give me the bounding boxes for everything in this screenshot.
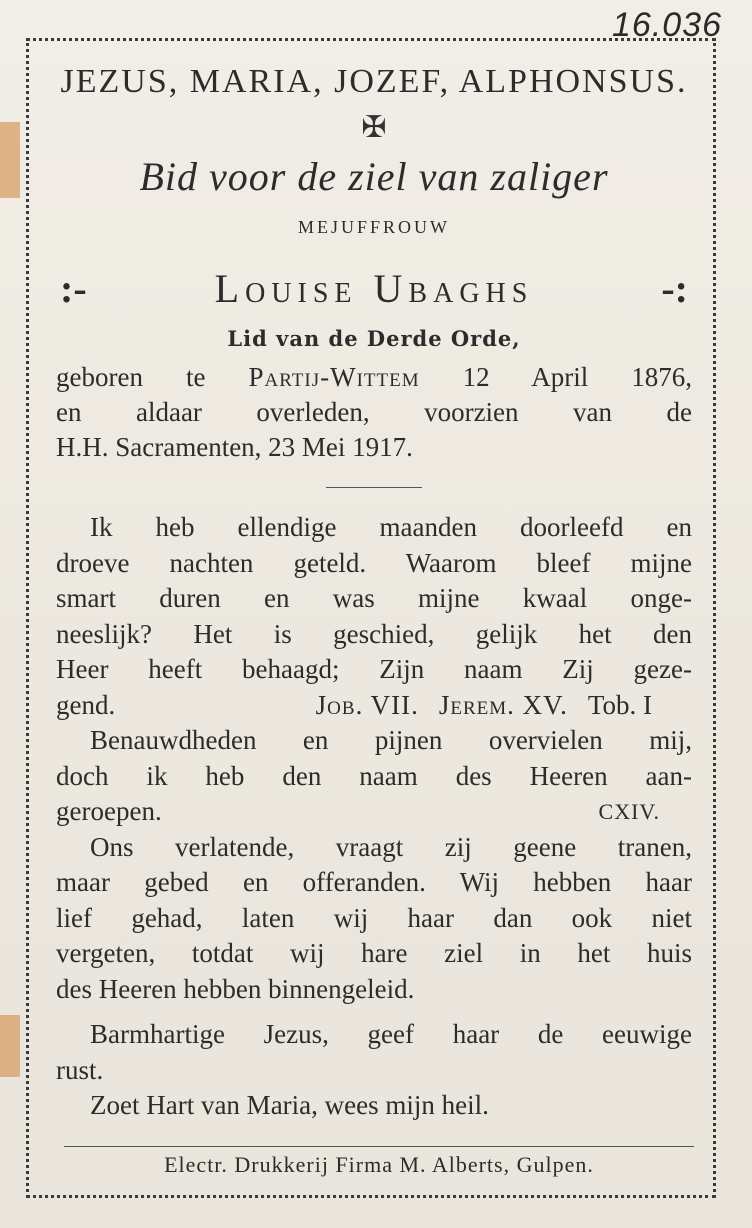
verse-paragraph-3 <box>56 830 692 1008</box>
name-row <box>56 260 692 316</box>
verse-line: droeve nachten geteld. Waarom bleef mijne <box>56 547 692 578</box>
verse-line: vergeten, totdat wij hare ziel in het huis <box>56 938 692 968</box>
archive-number: 16.036 <box>612 6 722 44</box>
verse-reference-line <box>56 688 692 724</box>
tape-mark-top <box>0 122 20 198</box>
verse-line: Ik heb ellendige maanden doorleefd en <box>90 512 692 542</box>
invocation: JEZUS, MARIA, JOZEF, ALPHONSUS. <box>60 63 688 100</box>
verse-line: doch ik heb den naam des Heeren aan- <box>56 760 692 791</box>
scripture-ref-jerem: Jerem. XV. <box>438 689 568 720</box>
bio-line-2: en aldaar overleden, voorzien van de <box>56 397 692 427</box>
bio-line-3: H.H. Sacramenten, 23 Mei 1917. <box>56 432 413 462</box>
verse-line: Benauwdheden en pijnen overvielen mij, <box>90 725 692 755</box>
deceased-name: Louise Ubaghs <box>214 265 534 311</box>
printer-rule <box>64 1146 694 1147</box>
scripture-ref-job: Job. VII. <box>315 689 419 720</box>
printer-credit: Electr. Drukkerij Firma M. Alberts, Gulpen. <box>164 1152 594 1177</box>
verse-line-end: gend. <box>56 689 116 720</box>
verse-reference-line <box>56 794 692 830</box>
prayer-heading: Bid voor de ziel van zaliger <box>139 154 609 199</box>
scripture-ref-psalm: CXIV. <box>598 799 660 824</box>
prayer-paragraph-1 <box>56 1017 692 1088</box>
verse-line: des Heeren hebben binnengeleid. <box>56 973 415 1004</box>
verse-line-end: geroepen. <box>56 796 162 826</box>
verse-paragraph-2 <box>56 723 692 830</box>
verse-line: neeslijk? Het is geschied, gelijk het den <box>56 618 692 649</box>
prayer-paragraph-2 <box>56 1088 692 1124</box>
verse-line: lief gehad, laten wij haar dan ook niet <box>56 902 692 933</box>
name-left-mark: :- <box>60 265 87 311</box>
scripture-ref-tob: Tob. I <box>587 689 652 720</box>
tape-mark-bottom <box>0 1015 20 1077</box>
verse-line: smart duren en was mijne kwaal onge- <box>56 583 692 613</box>
bio-line-1 <box>56 360 692 395</box>
bio-born-text: geboren te <box>56 362 249 392</box>
verse-line: maar gebed en offeranden. Wij hebben haar <box>56 867 692 897</box>
birthplace: Partij-Wittem <box>248 362 420 392</box>
membership: Lid van de Derde Orde, <box>227 326 521 351</box>
verse-line: Ons verlatende, vraagt zij geene tranen, <box>90 831 692 862</box>
verse-paragraph-1 <box>56 510 692 723</box>
cross-icon: ✠ <box>361 111 387 144</box>
card-content <box>56 62 692 1124</box>
honorific: MEJUFFROUW <box>297 217 451 237</box>
scripture-references <box>316 688 692 724</box>
prayer-line: rust. <box>56 1054 104 1085</box>
prayer-line: Barmhartige Jezus, geef haar de eeuwige <box>90 1019 692 1049</box>
birth-date: 12 April 1876, <box>419 362 692 392</box>
divider <box>326 487 422 488</box>
biography <box>56 360 692 465</box>
verse-line: Heer heeft behaagd; Zijn naam Zij geze- <box>56 654 692 684</box>
prayer-line: Zoet Hart van Maria, wees mijn heil. <box>90 1090 489 1120</box>
name-right-mark: -: <box>661 265 688 311</box>
